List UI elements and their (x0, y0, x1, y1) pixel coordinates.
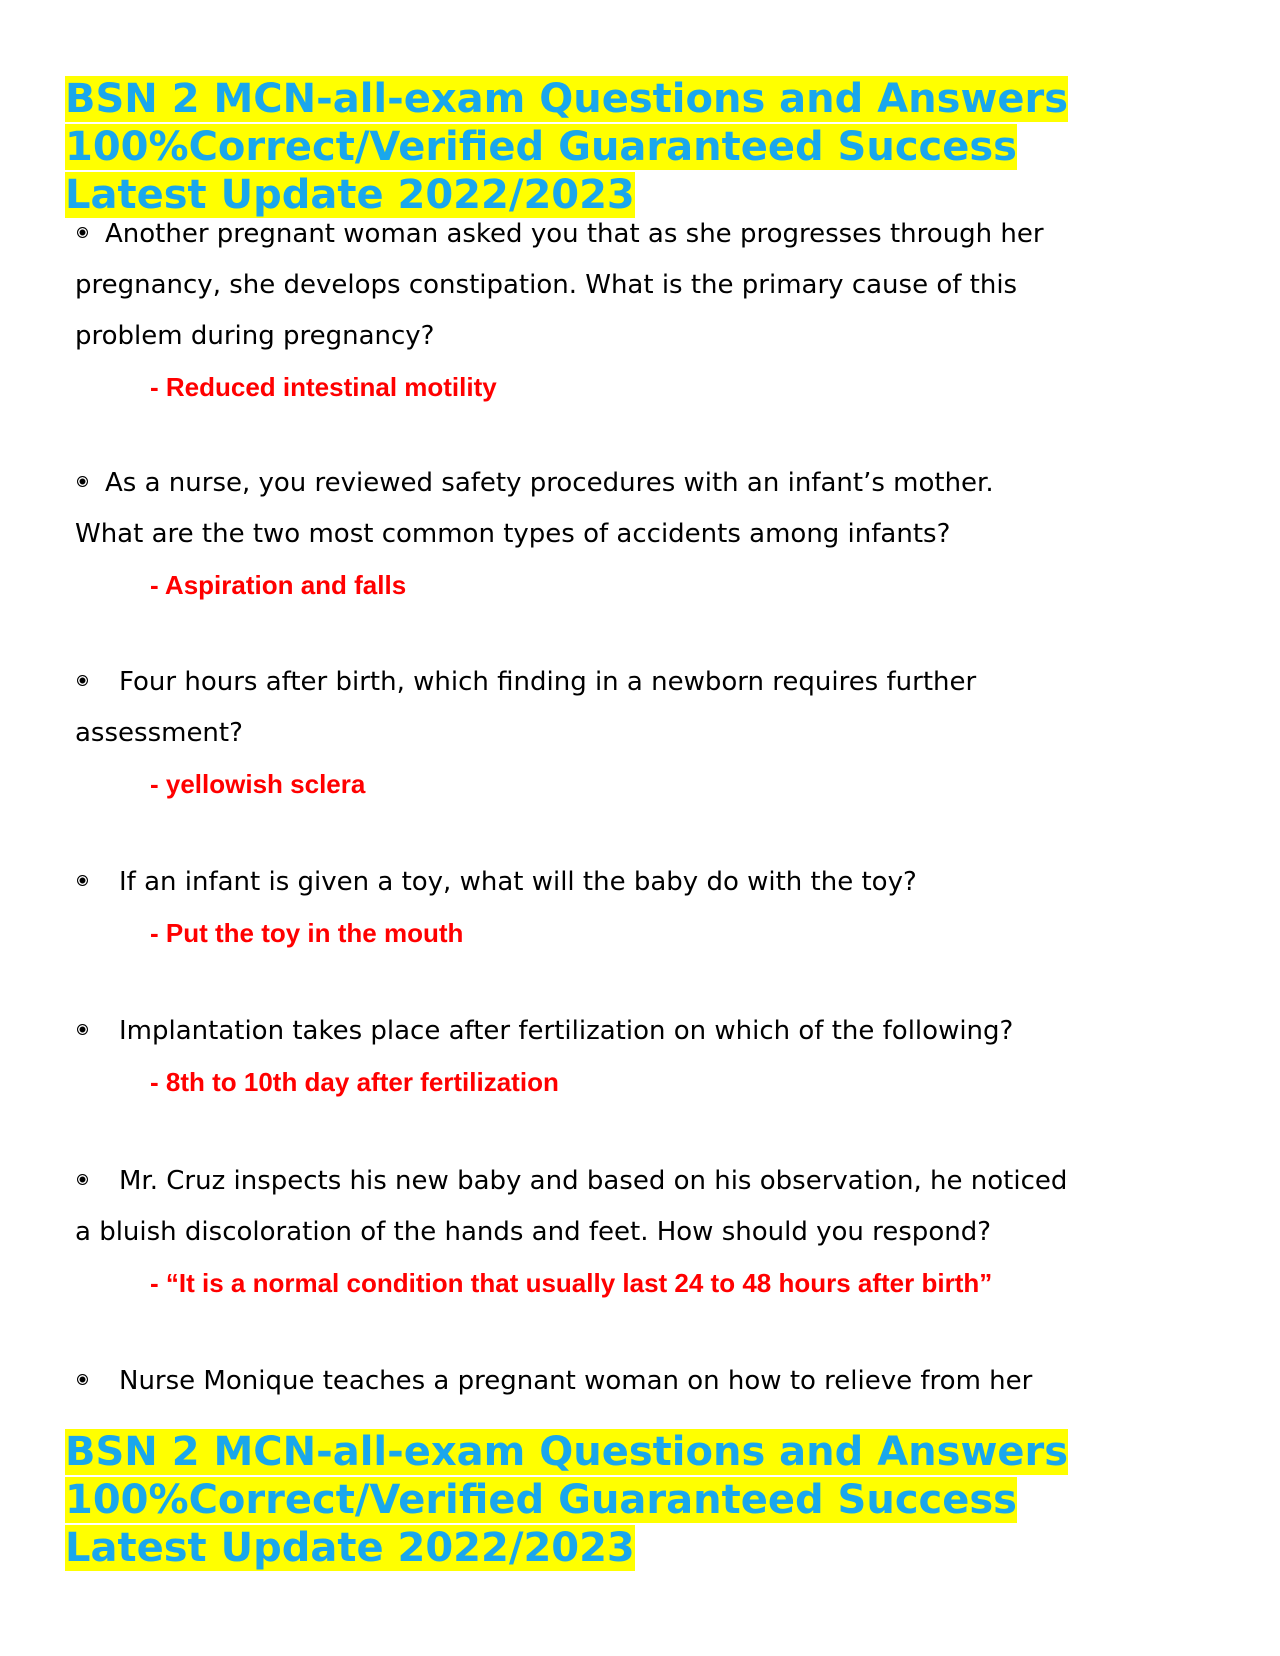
answer: - yellowish sclera (150, 769, 366, 799)
title-line: Latest Update 2022/2023 (65, 172, 635, 218)
answer: - Reduced intestinal motility (150, 372, 497, 402)
question: As a nurse, you reviewed safety procedures with an infant’s mother. (75, 458, 1225, 509)
question-continuation: problem during pregnancy? (75, 321, 435, 351)
question: Nurse Monique teaches a pregnant woman on how to relieve from her (75, 1356, 1225, 1407)
bullet-icon (77, 1174, 88, 1185)
question: Another pregnant woman asked you that as she progresses through her (75, 209, 1225, 260)
qa-item (75, 458, 1225, 611)
title-line: 100%Correct/Verified Guaranteed Success (65, 124, 1017, 170)
title-line: BSN 2 MCN-all-exam Questions and Answers (65, 1429, 1069, 1475)
bullet-icon (77, 875, 88, 886)
question: If an infant is given a toy, what will the baby do with the toy? (75, 857, 1225, 908)
bullet-icon (77, 1374, 88, 1385)
answer: - 8th to 10th day after fertilization (150, 1067, 559, 1097)
qa-item (75, 857, 1225, 959)
question-continuation: pregnancy, she develops constipation. What is the primary cause of this (75, 270, 1018, 300)
bullet-icon (77, 227, 88, 238)
bullet-icon (77, 476, 88, 487)
answer: - “It is a normal condition that usually last 24 to 48 hours after birth” (150, 1268, 993, 1298)
question-continuation: assessment? (75, 718, 243, 748)
title-line: Latest Update 2022/2023 (65, 1525, 635, 1571)
qa-item (75, 209, 1225, 413)
answer: - Put the toy in the mouth (150, 918, 464, 948)
question-continuation: a bluish discoloration of the hands and feet. How should you respond? (75, 1217, 992, 1247)
bullet-icon (77, 675, 88, 686)
question: Four hours after birth, which finding in a newborn requires further (75, 657, 1225, 708)
question: Mr. Cruz inspects his new baby and based on his observation, he noticed (75, 1156, 1225, 1207)
question-continuation: What are the two most common types of accidents among infants? (75, 519, 951, 549)
qa-item (75, 1006, 1225, 1108)
qa-item (75, 1356, 1225, 1407)
answer: - Aspiration and falls (150, 570, 407, 600)
qa-item (75, 657, 1225, 810)
title-line: 100%Correct/Verified Guaranteed Success (65, 1477, 1017, 1523)
qa-item (75, 1156, 1225, 1309)
question: Implantation takes place after fertilization on which of the following? (75, 1006, 1225, 1057)
document-title-footer (65, 1428, 1215, 1572)
document-title (65, 75, 1215, 219)
title-line: BSN 2 MCN-all-exam Questions and Answers (65, 76, 1069, 122)
bullet-icon (77, 1024, 88, 1035)
